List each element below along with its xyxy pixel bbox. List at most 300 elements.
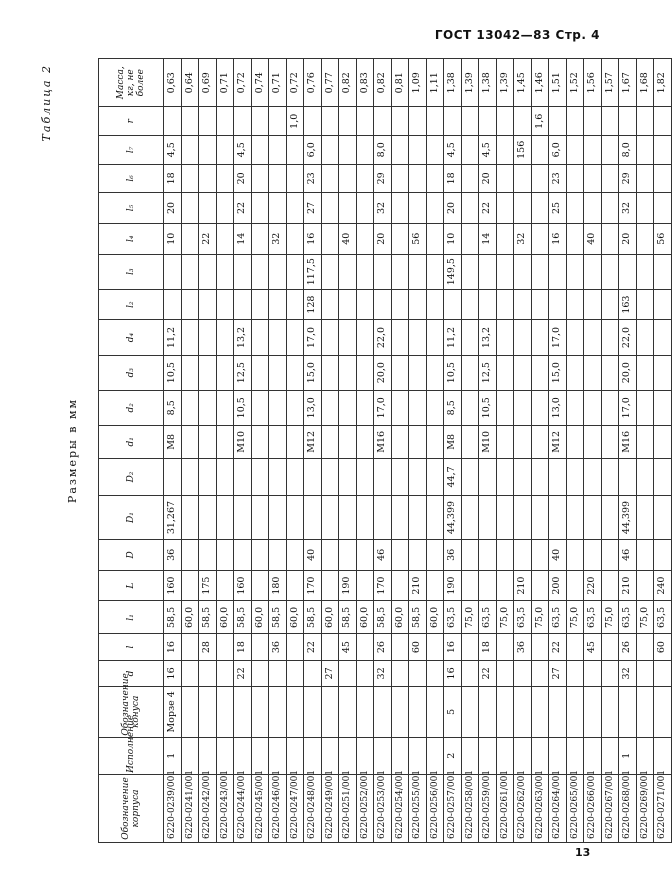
table-cell-d3 <box>409 355 427 390</box>
table-cell-l4 <box>216 223 234 254</box>
table-cell-L <box>181 570 199 601</box>
table-cell-r <box>391 107 409 136</box>
table-cell-L <box>461 570 479 601</box>
table-row <box>181 59 199 843</box>
table-cell-l6: 23 <box>549 164 567 193</box>
table-cell-D <box>514 540 532 571</box>
table-cell-l4: 14 <box>479 223 497 254</box>
table-cell-d2: 17,0 <box>619 390 637 425</box>
table-cell-l <box>531 634 549 660</box>
table-cell-l4 <box>531 223 549 254</box>
table-cell-d2 <box>199 390 217 425</box>
table-cell-mass: 1,57 <box>601 59 619 107</box>
table-cell-isp <box>566 737 584 774</box>
table-cell-l4 <box>251 223 269 254</box>
table-cell-D1 <box>321 496 339 540</box>
table-cell-l: 26 <box>619 634 637 660</box>
table-cell-D1 <box>374 496 392 540</box>
table-cell-l5 <box>514 193 532 224</box>
table-cell-l2 <box>461 289 479 320</box>
table-cell-code: 6220-0268/001 <box>619 774 637 842</box>
table-cell-l2 <box>409 289 427 320</box>
table-cell-l7: 8,0 <box>619 136 637 165</box>
table-row <box>164 59 182 843</box>
table-cell-code: 6220-0256/001 <box>426 774 444 842</box>
table-cell-d: 32 <box>619 660 637 686</box>
table-cell-cone <box>461 687 479 738</box>
table-cell-D2 <box>514 458 532 495</box>
table-cell-l4 <box>496 223 514 254</box>
table-cell-l4 <box>321 223 339 254</box>
table-cell-L <box>636 570 654 601</box>
table-cell-l2 <box>391 289 409 320</box>
table-cell-isp <box>496 737 514 774</box>
table-cell-l5 <box>286 193 304 224</box>
table-cell-l2: 163 <box>619 289 637 320</box>
table-cell-d3 <box>339 355 357 390</box>
table-cell-d4: 17,0 <box>304 320 322 355</box>
table-cell-l4: 40 <box>584 223 602 254</box>
table-cell-cone <box>216 687 234 738</box>
table-cell-d2: 10,5 <box>479 390 497 425</box>
table-cell-D <box>496 540 514 571</box>
table-cell-r <box>514 107 532 136</box>
table-cell-isp: 1 <box>619 737 637 774</box>
table-cell-l4 <box>391 223 409 254</box>
table-cell-l: 16 <box>164 634 182 660</box>
table-cell-D2 <box>426 458 444 495</box>
table-cell-l3 <box>339 254 357 289</box>
table-cell-l: 45 <box>584 634 602 660</box>
table-cell-D2 <box>479 458 497 495</box>
table-cell-cone <box>601 687 619 738</box>
table-cell-l3 <box>531 254 549 289</box>
table-cell-D1 <box>391 496 409 540</box>
column-header: Обозначение корпуса <box>99 774 164 842</box>
table-cell-cone <box>374 687 392 738</box>
table-cell-L <box>601 570 619 601</box>
table-cell-cone <box>531 687 549 738</box>
table-cell-l2 <box>181 289 199 320</box>
table-cell-l7: 4,5 <box>234 136 252 165</box>
table-cell-d4: 22,0 <box>374 320 392 355</box>
table-cell-cone <box>181 687 199 738</box>
table-cell-d4: 13,2 <box>479 320 497 355</box>
table-cell-d2 <box>461 390 479 425</box>
table-cell-D <box>426 540 444 571</box>
table-cell-d <box>216 660 234 686</box>
table-cell-l4: 22 <box>199 223 217 254</box>
table-cell-isp <box>356 737 374 774</box>
column-header: l₂ <box>99 289 164 320</box>
column-header: d₄ <box>99 320 164 355</box>
table-cell-d <box>496 660 514 686</box>
table-cell-l2 <box>514 289 532 320</box>
table-row <box>216 59 234 843</box>
table-cell-d4 <box>391 320 409 355</box>
table-cell-l7 <box>496 136 514 165</box>
table-cell-L <box>251 570 269 601</box>
table-cell-d <box>601 660 619 686</box>
table-cell-D: 36 <box>164 540 182 571</box>
table-cell-d1 <box>391 425 409 458</box>
table-cell-l3 <box>216 254 234 289</box>
table-cell-d3 <box>566 355 584 390</box>
table-cell-D1 <box>426 496 444 540</box>
table-cell-d4 <box>339 320 357 355</box>
table-cell-D1 <box>269 496 287 540</box>
table-cell-l1: 75,0 <box>496 601 514 634</box>
table-cell-l <box>251 634 269 660</box>
table-cell-l: 22 <box>549 634 567 660</box>
table-cell-l6 <box>426 164 444 193</box>
table-cell-cone <box>549 687 567 738</box>
table-cell-l3 <box>269 254 287 289</box>
table-cell-d4 <box>566 320 584 355</box>
table-cell-l4: 56 <box>654 223 672 254</box>
table-row <box>566 59 584 843</box>
table-cell-L: 175 <box>199 570 217 601</box>
table-cell-l7: 4,5 <box>164 136 182 165</box>
table-cell-l <box>356 634 374 660</box>
table-cell-d2: 8,5 <box>444 390 462 425</box>
table-cell-isp <box>479 737 497 774</box>
table-cell-d: 27 <box>321 660 339 686</box>
table-row <box>654 59 672 843</box>
table-cell-l5: 32 <box>619 193 637 224</box>
table-cell-d1 <box>531 425 549 458</box>
table-row <box>444 59 462 843</box>
table-cell-mass: 1,56 <box>584 59 602 107</box>
column-header: D₂ <box>99 458 164 495</box>
table-cell-D <box>181 540 199 571</box>
table-cell-d4 <box>584 320 602 355</box>
table-cell-l1: 58,5 <box>339 601 357 634</box>
table-cell-d <box>356 660 374 686</box>
table-row <box>391 59 409 843</box>
table-cell-r <box>566 107 584 136</box>
table-cell-l2 <box>251 289 269 320</box>
table-cell-l2 <box>654 289 672 320</box>
table-cell-d3 <box>496 355 514 390</box>
table-cell-r <box>479 107 497 136</box>
table-cell-l2 <box>479 289 497 320</box>
table-cell-l6 <box>531 164 549 193</box>
table-cell-d4: 22,0 <box>619 320 637 355</box>
table-cell-l7 <box>601 136 619 165</box>
table-cell-d1: М8 <box>444 425 462 458</box>
table-cell-D2 <box>566 458 584 495</box>
table-cell-d2 <box>601 390 619 425</box>
table-cell-D1 <box>636 496 654 540</box>
table-cell-l <box>461 634 479 660</box>
table-cell-d1 <box>251 425 269 458</box>
column-header: Масса, кг, не более <box>99 59 164 107</box>
table-cell-d1 <box>199 425 217 458</box>
table-cell-d <box>461 660 479 686</box>
table-cell-d3 <box>216 355 234 390</box>
table-cell-l5 <box>391 193 409 224</box>
table-cell-mass: 1,45 <box>514 59 532 107</box>
table-cell-l: 36 <box>269 634 287 660</box>
table-cell-r <box>199 107 217 136</box>
table-cell-isp: 2 <box>444 737 462 774</box>
table-cell-l <box>391 634 409 660</box>
table-cell-D <box>199 540 217 571</box>
table-cell-D2 <box>374 458 392 495</box>
table-cell-d <box>566 660 584 686</box>
table-cell-r <box>444 107 462 136</box>
table-cell-d1 <box>181 425 199 458</box>
column-header: d₃ <box>99 355 164 390</box>
table-cell-code: 6220-0244/001 <box>234 774 252 842</box>
table-cell-l <box>601 634 619 660</box>
table-cell-D2 <box>199 458 217 495</box>
table-cell-mass: 0,81 <box>391 59 409 107</box>
table-cell-l1: 58,5 <box>199 601 217 634</box>
table-cell-l3: 149,5 <box>444 254 462 289</box>
table-cell-l1: 58,5 <box>304 601 322 634</box>
table-cell-d1 <box>356 425 374 458</box>
table-cell-d2 <box>181 390 199 425</box>
column-header: r <box>99 107 164 136</box>
table-cell-l5 <box>636 193 654 224</box>
table-cell-D1 <box>584 496 602 540</box>
table-cell-code: 6220-0251/001 <box>339 774 357 842</box>
table-cell-d <box>199 660 217 686</box>
table-cell-mass: 0,63 <box>164 59 182 107</box>
table-cell-D2 <box>286 458 304 495</box>
table-cell-l2 <box>356 289 374 320</box>
table-cell-r <box>181 107 199 136</box>
table-cell-l: 60 <box>654 634 672 660</box>
table-cell-code: 6220-0262/001 <box>514 774 532 842</box>
column-header: D <box>99 540 164 571</box>
table-cell-D2 <box>391 458 409 495</box>
table-cell-l4: 14 <box>234 223 252 254</box>
table-cell-d1: М16 <box>619 425 637 458</box>
table-cell-l5: 25 <box>549 193 567 224</box>
table-cell-mass: 1,82 <box>654 59 672 107</box>
table-cell-D1: 44,399 <box>444 496 462 540</box>
table-cell-l2 <box>199 289 217 320</box>
table-cell-d: 32 <box>374 660 392 686</box>
table-cell-d1 <box>216 425 234 458</box>
table-cell-l1: 75,0 <box>461 601 479 634</box>
table-cell-d3 <box>531 355 549 390</box>
table-cell-d3 <box>251 355 269 390</box>
table-cell-mass: 0,77 <box>321 59 339 107</box>
table-cell-d3 <box>584 355 602 390</box>
table-cell-l3 <box>199 254 217 289</box>
table-cell-d4 <box>636 320 654 355</box>
table-cell-mass: 0,64 <box>181 59 199 107</box>
table-cell-D2 <box>636 458 654 495</box>
table-cell-cone <box>514 687 532 738</box>
table-cell-l5 <box>251 193 269 224</box>
table-cell-l2: 128 <box>304 289 322 320</box>
table-cell-l3 <box>601 254 619 289</box>
table-cell-isp <box>199 737 217 774</box>
table-cell-l2 <box>496 289 514 320</box>
column-header: L <box>99 570 164 601</box>
table-cell-l: 18 <box>234 634 252 660</box>
table-cell-isp <box>461 737 479 774</box>
table-cell-l5: 20 <box>444 193 462 224</box>
table-cell-l1: 63,5 <box>514 601 532 634</box>
table-cell-d4: 11,2 <box>164 320 182 355</box>
table-cell-D1 <box>496 496 514 540</box>
table-cell-l4: 56 <box>409 223 427 254</box>
table-cell-d <box>636 660 654 686</box>
table-cell-isp: 1 <box>164 737 182 774</box>
table-cell-code: 6220-0254/001 <box>391 774 409 842</box>
table-cell-r: 1,0 <box>286 107 304 136</box>
table-cell-l7 <box>269 136 287 165</box>
table-cell-l3 <box>549 254 567 289</box>
table-cell-l3 <box>409 254 427 289</box>
table-cell-D: 40 <box>549 540 567 571</box>
table-cell-d2 <box>391 390 409 425</box>
table-cell-l3 <box>584 254 602 289</box>
table-cell-code: 6220-0267/001 <box>601 774 619 842</box>
column-header: l₃ <box>99 254 164 289</box>
table-cell-l7 <box>356 136 374 165</box>
table-cell-l7 <box>566 136 584 165</box>
table-cell-d3 <box>269 355 287 390</box>
table-cell-D1 <box>286 496 304 540</box>
table-cell-d1 <box>461 425 479 458</box>
table-row <box>339 59 357 843</box>
table-cell-d <box>339 660 357 686</box>
table-cell-r <box>216 107 234 136</box>
table-cell-l1: 58,5 <box>234 601 252 634</box>
table-cell-l: 22 <box>304 634 322 660</box>
table-cell-d3: 20,0 <box>619 355 637 390</box>
table-cell-L <box>531 570 549 601</box>
table-cell-l4 <box>461 223 479 254</box>
table-cell-l6 <box>654 164 672 193</box>
table-row <box>584 59 602 843</box>
table-cell-l3 <box>234 254 252 289</box>
table-cell-l1: 75,0 <box>531 601 549 634</box>
table-cell-D: 40 <box>304 540 322 571</box>
table-cell-l1: 63,5 <box>549 601 567 634</box>
table-cell-D <box>286 540 304 571</box>
table-cell-D2 <box>654 458 672 495</box>
table-cell-d4 <box>426 320 444 355</box>
table-cell-l7 <box>531 136 549 165</box>
table-cell-l1: 58,5 <box>164 601 182 634</box>
table-cell-r <box>584 107 602 136</box>
table-cell-isp <box>531 737 549 774</box>
table-cell-D2 <box>269 458 287 495</box>
table-cell-l6: 18 <box>164 164 182 193</box>
table-cell-isp <box>251 737 269 774</box>
table-cell-r <box>654 107 672 136</box>
table-cell-l3 <box>479 254 497 289</box>
table-cell-d4 <box>461 320 479 355</box>
table-cell-r <box>426 107 444 136</box>
table-cell-d3 <box>426 355 444 390</box>
table-cell-d4 <box>286 320 304 355</box>
table-cell-D1 <box>479 496 497 540</box>
table-cell-l2 <box>269 289 287 320</box>
table-cell-l6 <box>321 164 339 193</box>
table-cell-l6 <box>636 164 654 193</box>
table-cell-l3 <box>356 254 374 289</box>
table-cell-D2 <box>251 458 269 495</box>
table-cell-mass: 0,72 <box>286 59 304 107</box>
table-cell-code: 6220-0266/001 <box>584 774 602 842</box>
table-cell-code: 6220-0257/001 <box>444 774 462 842</box>
table-cell-D1 <box>339 496 357 540</box>
column-header: l₇ <box>99 136 164 165</box>
table-cell-cone <box>269 687 287 738</box>
table-cell-r <box>321 107 339 136</box>
table-cell-D <box>461 540 479 571</box>
table-cell-D1 <box>181 496 199 540</box>
table-cell-isp <box>216 737 234 774</box>
table-cell-d4 <box>356 320 374 355</box>
table-cell-d <box>181 660 199 686</box>
table-cell-r <box>601 107 619 136</box>
table-cell-code: 6220-0271/001 <box>654 774 672 842</box>
table-cell-D <box>409 540 427 571</box>
table-cell-d2 <box>339 390 357 425</box>
table-cell-D1 <box>514 496 532 540</box>
table-cell-r <box>636 107 654 136</box>
table-cell-d2 <box>321 390 339 425</box>
table-cell-cone <box>479 687 497 738</box>
table-cell-D1 <box>601 496 619 540</box>
table-cell-r <box>339 107 357 136</box>
table-cell-l: 18 <box>479 634 497 660</box>
table-cell-r <box>374 107 392 136</box>
table-cell-D2 <box>321 458 339 495</box>
table-cell-d: 27 <box>549 660 567 686</box>
table-cell-D1 <box>409 496 427 540</box>
table-cell-l1: 58,5 <box>374 601 392 634</box>
table-cell-l7: 4,5 <box>444 136 462 165</box>
table-cell-l5 <box>321 193 339 224</box>
table-cell-d: 22 <box>479 660 497 686</box>
table-cell-l2 <box>321 289 339 320</box>
table-cell-l5 <box>601 193 619 224</box>
table-cell-d4 <box>496 320 514 355</box>
table-cell-d2 <box>356 390 374 425</box>
table-cell-d1 <box>339 425 357 458</box>
table-cell-D <box>479 540 497 571</box>
table-cell-d1: М12 <box>304 425 322 458</box>
table-cell-l1: 60,0 <box>216 601 234 634</box>
table-cell-l7: 4,5 <box>479 136 497 165</box>
table-cell-l2 <box>286 289 304 320</box>
table-cell-l4: 20 <box>619 223 637 254</box>
table-cell-l5: 22 <box>479 193 497 224</box>
table-cell-l1: 60,0 <box>391 601 409 634</box>
table-cell-cone <box>496 687 514 738</box>
table-cell-isp <box>601 737 619 774</box>
table-cell-d1 <box>584 425 602 458</box>
table-cell-l7 <box>636 136 654 165</box>
table-cell-L <box>216 570 234 601</box>
table-cell-cone <box>426 687 444 738</box>
table-cell-l1: 60,0 <box>356 601 374 634</box>
table-cell-l7 <box>251 136 269 165</box>
table-cell-mass: 0,82 <box>374 59 392 107</box>
table-cell-r <box>234 107 252 136</box>
